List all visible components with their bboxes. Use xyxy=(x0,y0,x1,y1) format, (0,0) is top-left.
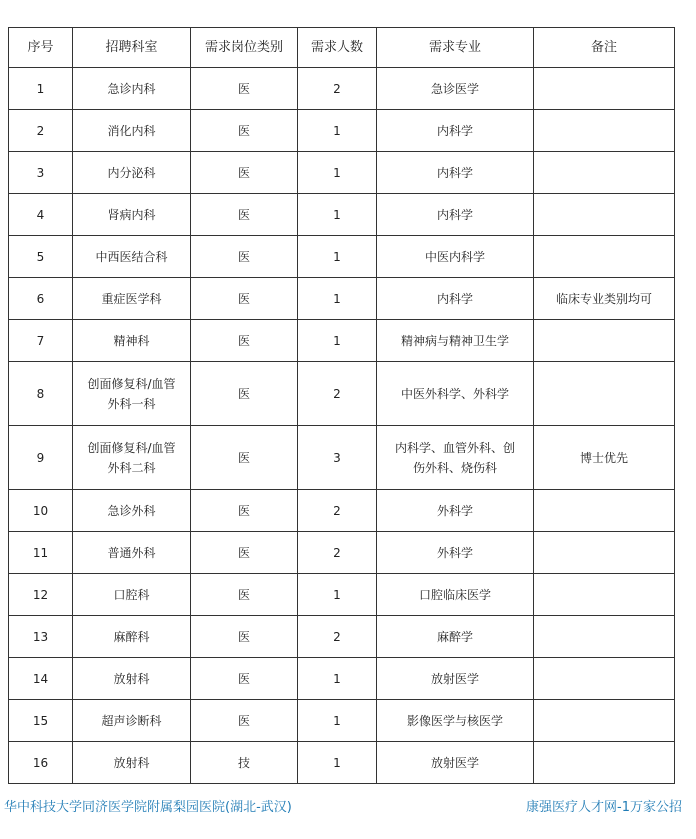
cell-dept xyxy=(73,532,191,574)
cell-category: 医 xyxy=(191,194,298,236)
cell-dept xyxy=(73,68,191,110)
cell-dept-line: 急诊内科 xyxy=(107,81,156,96)
cell-dept xyxy=(73,236,191,278)
cell-remark xyxy=(534,742,675,784)
header-dept: 招聘科室 xyxy=(73,28,191,68)
cell-remark xyxy=(534,68,675,110)
cell-dept xyxy=(73,700,191,742)
cell-remark: 博士优先 xyxy=(534,426,675,490)
table-row xyxy=(9,616,675,658)
cell-major-line: 影像医学与核医学 xyxy=(406,713,503,728)
cell-category: 医 xyxy=(191,532,298,574)
cell-no: 2 xyxy=(9,110,73,152)
cell-major-line: 放射医学 xyxy=(430,755,479,770)
cell-dept-line: 消化内科 xyxy=(107,123,156,138)
cell-dept-line: 放射科 xyxy=(113,671,150,686)
cell-count: 1 xyxy=(298,700,377,742)
cell-remark xyxy=(534,658,675,700)
cell-no: 16 xyxy=(9,742,73,784)
cell-remark xyxy=(534,700,675,742)
cell-category: 医 xyxy=(191,152,298,194)
cell-no: 1 xyxy=(9,68,73,110)
cell-remark xyxy=(534,532,675,574)
cell-no: 14 xyxy=(9,658,73,700)
cell-no: 7 xyxy=(9,320,73,362)
cell-dept xyxy=(73,194,191,236)
cell-count: 1 xyxy=(298,574,377,616)
cell-count: 1 xyxy=(298,194,377,236)
table-row xyxy=(9,236,675,278)
cell-category: 医 xyxy=(191,278,298,320)
cell-major xyxy=(377,532,534,574)
cell-major xyxy=(377,68,534,110)
cell-major-line: 内科学、血管外科、创 xyxy=(394,440,515,455)
cell-count: 1 xyxy=(298,742,377,784)
cell-major xyxy=(377,742,534,784)
cell-remark xyxy=(534,574,675,616)
cell-dept-line: 普通外科 xyxy=(107,545,156,560)
cell-category: 技 xyxy=(191,742,298,784)
table-row xyxy=(9,362,675,426)
cell-dept xyxy=(73,658,191,700)
cell-dept xyxy=(73,490,191,532)
cell-category: 医 xyxy=(191,490,298,532)
cell-dept xyxy=(73,742,191,784)
cell-major xyxy=(377,320,534,362)
cell-no: 15 xyxy=(9,700,73,742)
cell-dept-line: 急诊外科 xyxy=(107,503,156,518)
table-row xyxy=(9,700,675,742)
cell-count: 1 xyxy=(298,278,377,320)
table-row xyxy=(9,194,675,236)
cell-major xyxy=(377,616,534,658)
cell-category: 医 xyxy=(191,320,298,362)
table-row xyxy=(9,68,675,110)
cell-major-line: 中医外科学、外科学 xyxy=(400,386,509,401)
cell-major xyxy=(377,194,534,236)
cell-count: 1 xyxy=(298,658,377,700)
header-no: 序号 xyxy=(9,28,73,68)
cell-major-line: 外科学 xyxy=(436,545,473,560)
cell-dept-line: 外科一科 xyxy=(107,396,156,411)
table-row xyxy=(9,152,675,194)
cell-major xyxy=(377,658,534,700)
cell-dept-line: 创面修复科/血管 xyxy=(87,376,176,391)
cell-category: 医 xyxy=(191,110,298,152)
cell-no: 3 xyxy=(9,152,73,194)
cell-no: 4 xyxy=(9,194,73,236)
cell-dept-line: 麻醉科 xyxy=(113,629,150,644)
cell-remark xyxy=(534,236,675,278)
cell-dept-line: 中西医结合科 xyxy=(95,249,168,264)
cell-no: 13 xyxy=(9,616,73,658)
cell-major-line: 麻醉学 xyxy=(436,629,473,644)
cell-major-line: 中医内科学 xyxy=(424,249,485,264)
cell-major-line: 内科学 xyxy=(436,207,473,222)
cell-count: 2 xyxy=(298,490,377,532)
cell-major xyxy=(377,426,534,490)
cell-major-line: 内科学 xyxy=(436,165,473,180)
cell-major-line: 口腔临床医学 xyxy=(418,587,491,602)
cell-category: 医 xyxy=(191,426,298,490)
cell-dept xyxy=(73,320,191,362)
header-count: 需求人数 xyxy=(298,28,377,68)
table-row xyxy=(9,110,675,152)
cell-category: 医 xyxy=(191,700,298,742)
footer-hospital-name: 华中科技大学同济医学院附属梨园医院(湖北-武汉) xyxy=(4,800,292,815)
cell-count: 2 xyxy=(298,532,377,574)
cell-major xyxy=(377,110,534,152)
cell-no: 9 xyxy=(9,426,73,490)
table-row xyxy=(9,320,675,362)
cell-dept xyxy=(73,110,191,152)
cell-count: 2 xyxy=(298,616,377,658)
cell-major xyxy=(377,700,534,742)
cell-count: 3 xyxy=(298,426,377,490)
cell-no: 8 xyxy=(9,362,73,426)
table-row xyxy=(9,532,675,574)
cell-major-line: 内科学 xyxy=(436,291,473,306)
cell-count: 1 xyxy=(298,236,377,278)
cell-major xyxy=(377,152,534,194)
footer xyxy=(0,796,696,820)
cell-major xyxy=(377,236,534,278)
cell-dept-line: 口腔科 xyxy=(113,587,150,602)
cell-remark xyxy=(534,490,675,532)
cell-dept-line: 外科二科 xyxy=(107,460,156,475)
cell-category: 医 xyxy=(191,362,298,426)
cell-major-line: 急诊医学 xyxy=(430,81,479,96)
cell-dept-line: 重症医学科 xyxy=(101,291,162,306)
footer-source-link[interactable]: 康强医疗人才网-1万家公招 xyxy=(526,800,682,815)
cell-no: 10 xyxy=(9,490,73,532)
header-category: 需求岗位类别 xyxy=(191,28,298,68)
cell-category: 医 xyxy=(191,236,298,278)
cell-remark xyxy=(534,362,675,426)
cell-remark xyxy=(534,616,675,658)
cell-count: 1 xyxy=(298,320,377,362)
cell-dept xyxy=(73,574,191,616)
table-row xyxy=(9,278,675,320)
cell-dept-line: 创面修复科/血管 xyxy=(87,440,176,455)
table-row xyxy=(9,490,675,532)
cell-category: 医 xyxy=(191,658,298,700)
table-row xyxy=(9,426,675,490)
header-remark: 备注 xyxy=(534,28,675,68)
cell-major-line: 外科学 xyxy=(436,503,473,518)
table-row xyxy=(9,658,675,700)
cell-dept xyxy=(73,362,191,426)
cell-dept-line: 精神科 xyxy=(113,333,150,348)
cell-category: 医 xyxy=(191,574,298,616)
cell-major-line: 精神病与精神卫生学 xyxy=(400,333,509,348)
cell-count: 2 xyxy=(298,68,377,110)
cell-count: 1 xyxy=(298,152,377,194)
table-header-row xyxy=(9,28,675,68)
table-row xyxy=(9,574,675,616)
cell-remark xyxy=(534,110,675,152)
cell-dept xyxy=(73,152,191,194)
cell-major-line: 放射医学 xyxy=(430,671,479,686)
cell-dept xyxy=(73,426,191,490)
cell-no: 12 xyxy=(9,574,73,616)
cell-no: 5 xyxy=(9,236,73,278)
table-body xyxy=(9,68,675,784)
cell-dept-line: 超声诊断科 xyxy=(101,713,162,728)
cell-major xyxy=(377,574,534,616)
cell-remark xyxy=(534,152,675,194)
header-major: 需求专业 xyxy=(377,28,534,68)
cell-dept-line: 放射科 xyxy=(113,755,150,770)
cell-dept-line: 内分泌科 xyxy=(107,165,156,180)
cell-remark xyxy=(534,194,675,236)
cell-dept xyxy=(73,278,191,320)
cell-major-line: 伤外科、烧伤科 xyxy=(412,460,497,475)
cell-major xyxy=(377,362,534,426)
cell-major xyxy=(377,490,534,532)
cell-no: 6 xyxy=(9,278,73,320)
cell-category: 医 xyxy=(191,616,298,658)
cell-remark xyxy=(534,320,675,362)
cell-category: 医 xyxy=(191,68,298,110)
recruitment-table xyxy=(8,27,675,784)
table-row xyxy=(9,742,675,784)
cell-count: 2 xyxy=(298,362,377,426)
cell-remark: 临床专业类别均可 xyxy=(534,278,675,320)
cell-dept xyxy=(73,616,191,658)
cell-dept-line: 肾病内科 xyxy=(107,207,156,222)
cell-no: 11 xyxy=(9,532,73,574)
cell-major xyxy=(377,278,534,320)
cell-major-line: 内科学 xyxy=(436,123,473,138)
cell-count: 1 xyxy=(298,110,377,152)
